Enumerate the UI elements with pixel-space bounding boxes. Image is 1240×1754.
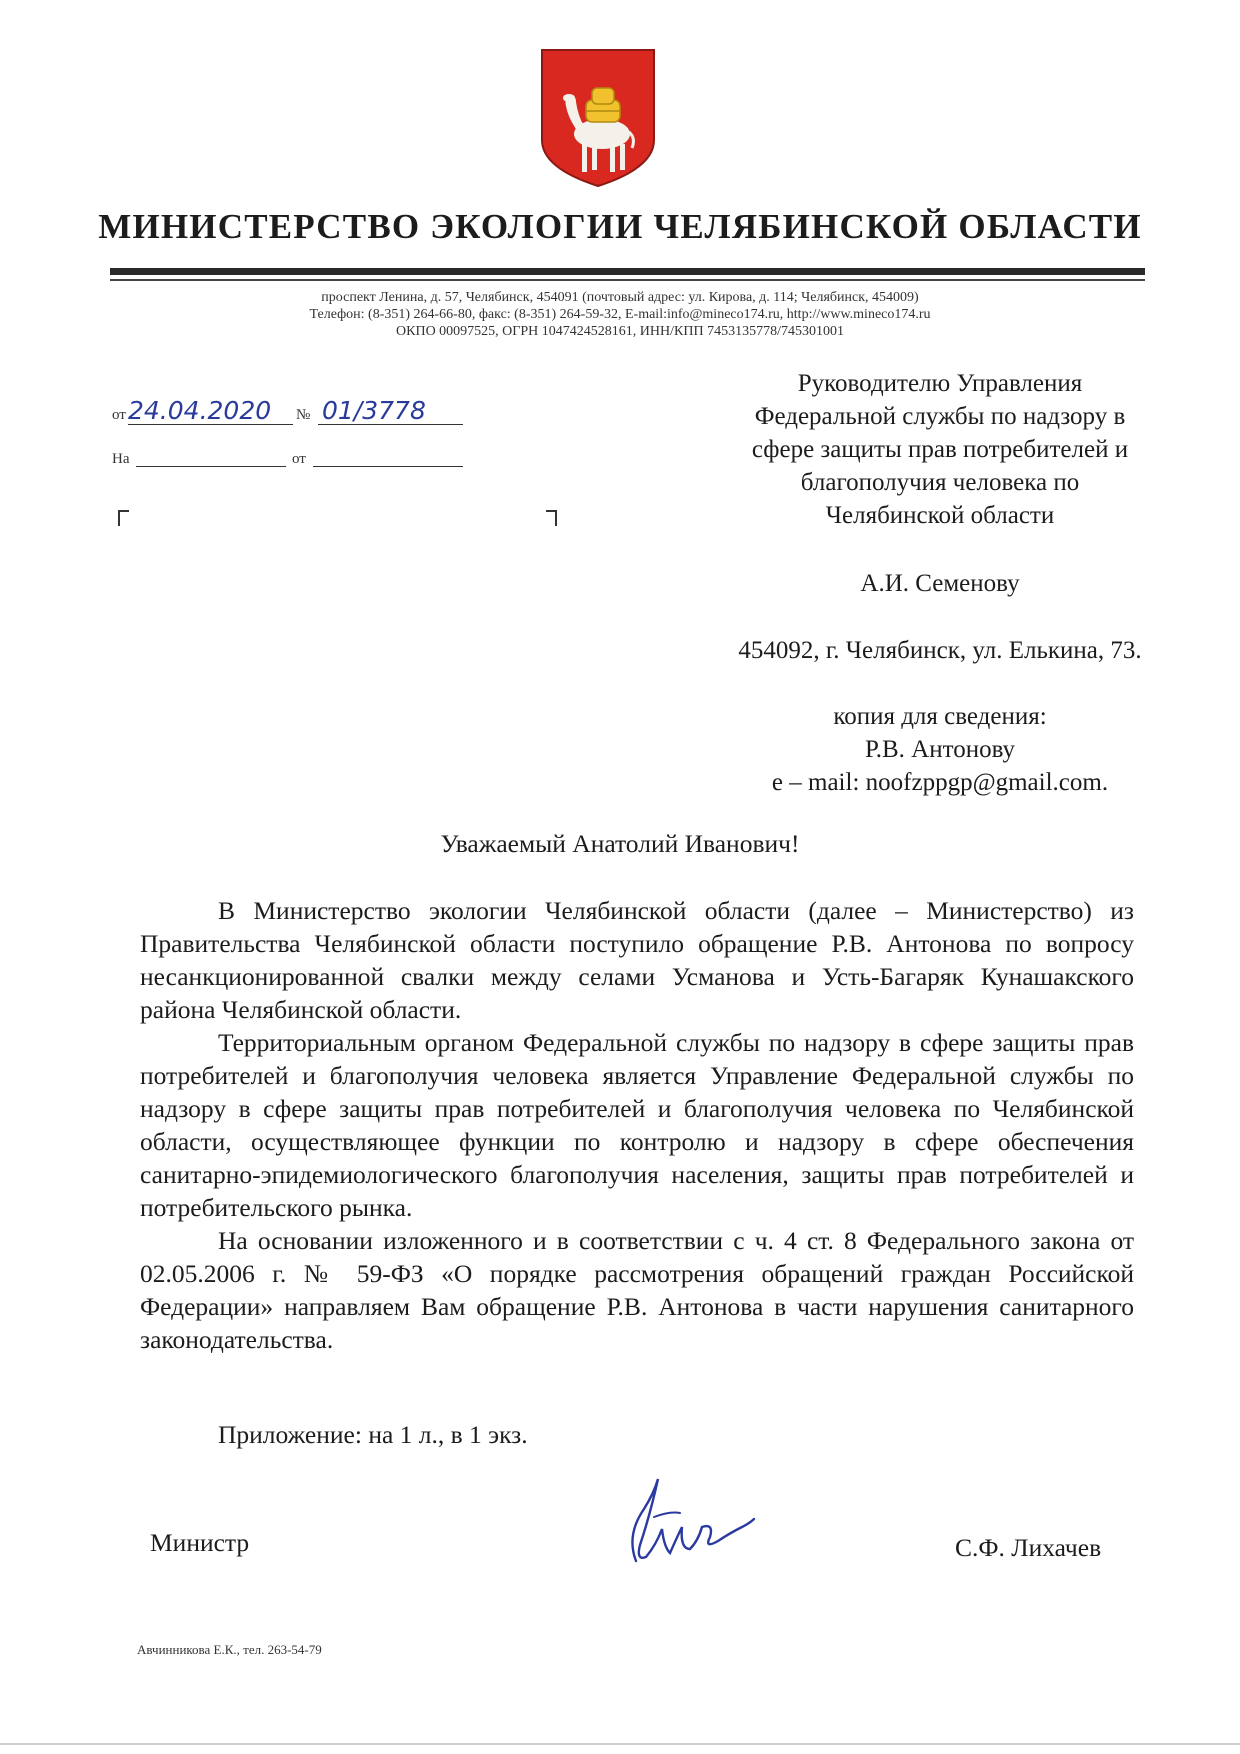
recipient-line: Федеральной службы по надзору в (754, 403, 1126, 430)
copy-label: копия для сведения: (833, 703, 1047, 730)
recipient-line: сфере защиты прав потребителей и (751, 436, 1129, 463)
header-divider-thick (110, 268, 1145, 275)
recipient-line: Руководителю Управления (797, 370, 1083, 397)
reply-to-field (136, 450, 286, 467)
salutation: Уважаемый Анатолий Иванович! (440, 829, 800, 858)
signatory-name: С.Ф. Лихачев (955, 1533, 1102, 1562)
codes-line: ОКПО 00097525, ОГРН 1047424528161, ИНН/КПП 7453135778/745301001 (396, 324, 844, 339)
attachment-note: Приложение: на 1 л., в 1 экз. (218, 1420, 528, 1449)
recipient-address: 454092, г. Челябинск, ул. Елькина, 73. (738, 637, 1142, 664)
recipient-name: А.И. Семенову (860, 570, 1020, 597)
handwritten-signature-icon (610, 1465, 760, 1575)
recipient-line: Челябинской области (825, 502, 1055, 529)
registration-number: 01/3778 (322, 396, 426, 425)
recipient-line: благополучия человека по (800, 469, 1080, 496)
ministry-title: МИНИСТЕРСТВО ЭКОЛОГИИ ЧЕЛЯБИНСКОЙ ОБЛАСТИ (98, 207, 1142, 246)
corner-mark-right (546, 510, 557, 526)
body-paragraph: В Министерство экологии Челябинской области (далее – Министерство) из Правительства Челябинской области поступило обращение Р.В. Антонова по вопросу несанкционированной свалки между селами Усманова и Усть-Багаряк Кунашакского района Челябинской области. (140, 896, 1134, 1024)
page-edge-line (0, 1743, 1240, 1745)
reply-from-label: от (292, 451, 306, 467)
header-divider-thin (110, 279, 1145, 281)
copy-email: e – mail: noofzppgp@gmail.com. (771, 769, 1109, 796)
body-paragraph: На основании изложенного и в соответствии с ч. 4 ст. 8 Федерального закона от 02.05.2006 г. № 59-ФЗ «О порядке рассмотрения обращений граждан Российской Федерации» направляем Вам обращение Р.В. Антонова в части нарушения санитарного законодательства. (140, 1226, 1134, 1354)
date-field (128, 396, 293, 425)
number-field (318, 396, 463, 425)
reply-from-field (313, 450, 463, 467)
executor-info: Авчинникова Е.К., тел. 263-54-79 (137, 1642, 322, 1657)
body-paragraph: Территориальным органом Федеральной службы по надзору в сфере защиты прав потребителей и благополучия человека является Управление Федеральной службы по надзору в сфере защиты прав потребителей и благополучия человека по Челябинской области, осуществляющее функции по контролю и надзору в сфере обеспечения санитарно-эпидемиологического благополучия населения, защиты прав потребителей и потребительского рынка. (140, 1028, 1134, 1222)
from-label: от (112, 407, 126, 423)
number-label: № (296, 407, 311, 423)
signatory-position: Министр (150, 1528, 250, 1557)
phone-line: Телефон: (8-351) 264-66-80, факс: (8-351) 264-59-32, E-mail:info@mineco174.ru, http://www.mineco174.ru (309, 307, 931, 322)
registration-date: 24.04.2020 (128, 396, 272, 425)
copy-block (660, 700, 1220, 799)
ministry-contacts (0, 289, 1240, 340)
reply-to-label: На (112, 451, 130, 467)
copy-name: Р.В. Антонову (864, 736, 1016, 763)
corner-mark-left (118, 510, 129, 526)
letter-body (140, 894, 1134, 1356)
address-line: проспект Ленина, д. 57, Челябинск, 454091 (почтовый адрес: ул. Кирова, д. 114; Челябинск, 454009) (321, 290, 919, 305)
coat-of-arms-icon (540, 48, 656, 188)
recipient-block (660, 367, 1220, 532)
